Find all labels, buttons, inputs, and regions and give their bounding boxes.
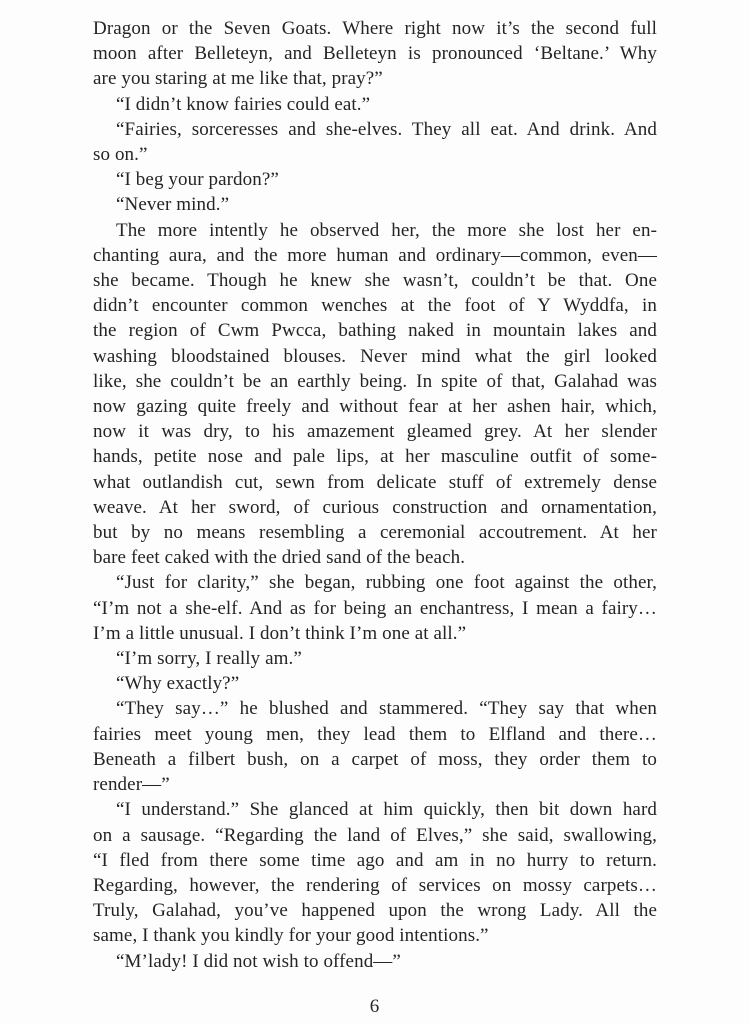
text-line: weave. At her sword, of curious construction and ornamentation, (93, 496, 657, 518)
text-line: “They say…” he blushed and stammered. “They say that when (116, 698, 657, 720)
paragraph (93, 218, 657, 571)
text-line: “I didn’t know fairies could eat.” (116, 93, 371, 115)
text-line: now gazing quite freely and without fear at her ashen hair, which, (93, 396, 657, 418)
text-line: so on.” (93, 144, 148, 166)
paragraph (93, 646, 657, 671)
text-line: “I’m not a she-elf. And as for being an enchantress, I mean a fairy… (93, 597, 657, 619)
text-line: “I beg your pardon?” (116, 169, 279, 191)
paragraph (93, 117, 657, 167)
text-line: same, I thank you kindly for your good intentions.” (93, 925, 489, 947)
paragraph (93, 949, 657, 974)
text-line: Regarding, however, the rendering of services on mossy carpets… (93, 874, 657, 896)
text-line: bare feet caked with the dried sand of the beach. (93, 547, 466, 569)
text-line: Beneath a filbert bush, on a carpet of moss, they order them to (93, 748, 657, 770)
text-line: on a sausage. “Regarding the land of Elves,” she said, swallowing, (93, 824, 657, 846)
paragraph (93, 167, 657, 192)
text-line: I’m a little unusual. I don’t think I’m one at all.” (93, 622, 467, 644)
text-line: “Fairies, sorceresses and she-elves. They all eat. And drink. And (116, 118, 657, 140)
text-line: washing bloodstained blouses. Never mind what the girl looked (93, 345, 657, 367)
text-line: “I understand.” She glanced at him quickly, then bit down hard (116, 799, 657, 821)
text-block (93, 16, 657, 974)
text-line: “Why exactly?” (116, 673, 240, 695)
text-line: didn’t encounter common wenches at the foot of Y Wyddfa, in (93, 295, 657, 317)
text-line: moon after Belleteyn, and Belleteyn is pronounced ‘Beltane.’ Why (93, 43, 657, 65)
text-line: Truly, Galahad, you’ve happened upon the wrong Lady. All the (93, 900, 657, 922)
text-line: now it was dry, to his amazement gleamed grey. At her slender (93, 421, 657, 443)
text-line: “I’m sorry, I really am.” (116, 648, 302, 670)
text-line: hands, petite nose and pale lips, at her masculine outfit of some- (93, 446, 657, 468)
text-line: she became. Though he knew she wasn’t, couldn’t be that. One (93, 270, 657, 292)
paragraph (93, 16, 657, 92)
text-line: “Never mind.” (116, 194, 230, 216)
text-line: fairies meet young men, they lead them to Elfland and there… (93, 723, 657, 745)
page-number: 6 (369, 996, 380, 1017)
text-line: are you staring at me like that, pray?” (93, 68, 383, 90)
paragraph (93, 192, 657, 217)
text-line: the region of Cwm Pwcca, bathing naked in mountain lakes and (93, 320, 657, 342)
text-line: Dragon or the Seven Goats. Where right now it’s the second full (93, 18, 657, 39)
paragraph (93, 797, 657, 948)
text-line: “Just for clarity,” she began, rubbing one foot against the other, (116, 572, 657, 594)
text-line: chanting aura, and the more human and ordinary—common, even— (93, 244, 657, 266)
paragraph (93, 671, 657, 696)
text-line: like, she couldn’t be an earthly being. In spite of that, Galahad was (93, 370, 657, 392)
paragraph (93, 92, 657, 117)
text-line: render—” (93, 774, 170, 796)
text-line: The more intently he observed her, the more she lost her en- (116, 219, 657, 241)
text-line: “M’lady! I did not wish to offend—” (116, 950, 401, 972)
text-line: but by no means resembling a ceremonial accoutrement. At her (93, 522, 657, 544)
text-line: “I fled from there some time ago and am in no hurry to return. (93, 849, 657, 871)
text-line: what outlandish cut, sewn from delicate stuff of extremely dense (93, 471, 657, 493)
paragraph (93, 570, 657, 646)
paragraph (93, 696, 657, 797)
